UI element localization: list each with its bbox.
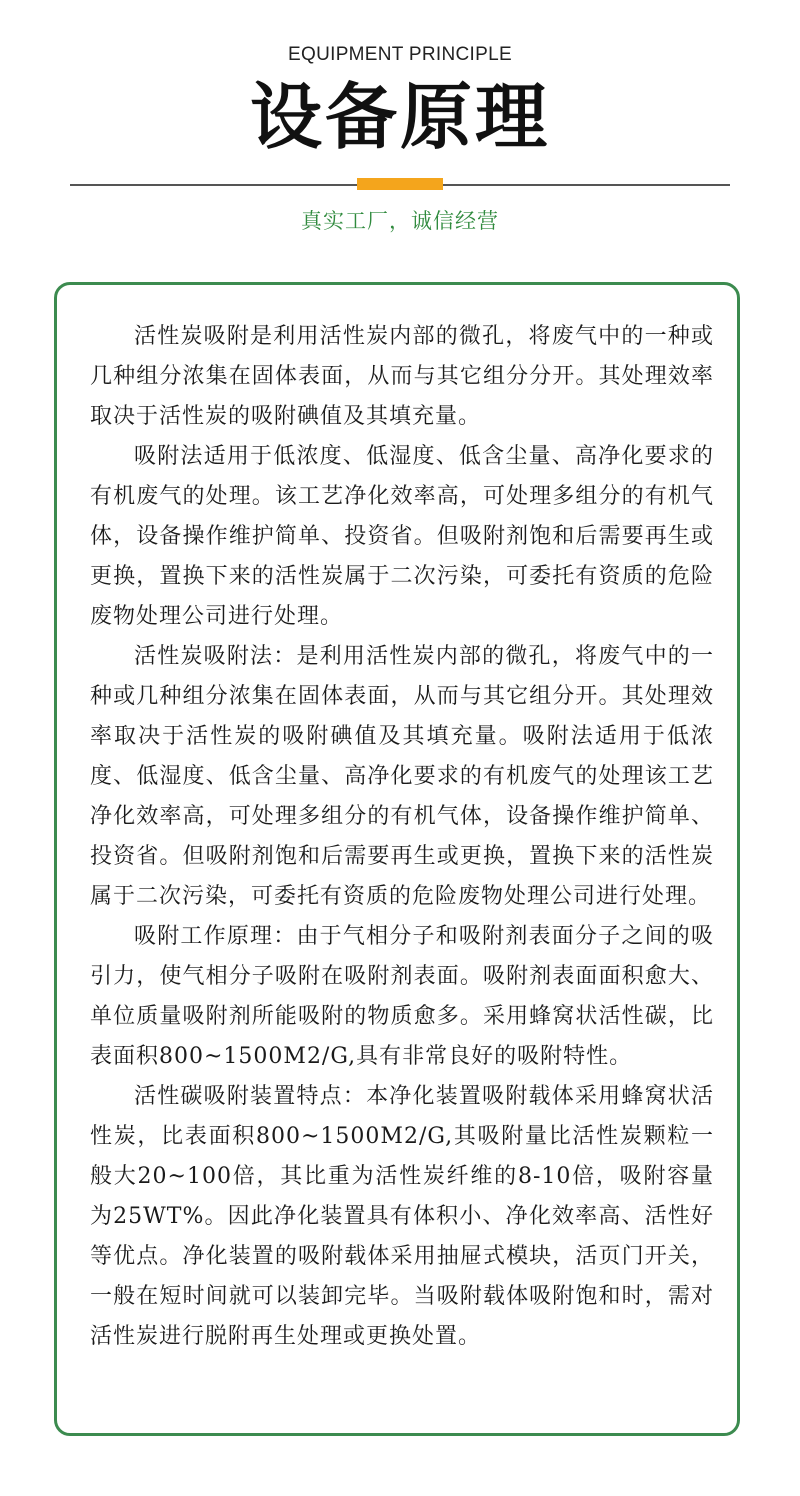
title-accent-bar [357, 178, 443, 190]
section-eyebrow: EQUIPMENT PRINCIPLE [288, 44, 512, 65]
paragraph-device-features: 活性碳吸附装置特点：本净化装置吸附载体采用蜂窝状活性炭，比表面积800~1500M2/G,其吸附量比活性炭颗粒一般大20~100倍，其比重为活性炭纤维的8-10倍，吸附容量为25WT%。因此净化装置具有体积小、净化效率高、活性好等优点。净化装置的吸附载体采用抽屉式模块，活页门开关，一般在短时间就可以装卸完毕。当吸附载体吸附饱和时，需对活性炭进行脱附再生处理或更换处置。 [90, 1084, 714, 1349]
page-title: 设备原理 [249, 75, 550, 159]
paragraph-adsorption-intro: 活性炭吸附是利用活性炭内部的微孔，将废气中的一种或几种组分浓集在固体表面，从而与其它组分分开。其处理效率取决于活性炭的吸附碘值及其填充量。 [90, 324, 714, 429]
paragraph-working-principle: 吸附工作原理：由于气相分子和吸附剂表面分子之间的吸引力，使气相分子吸附在吸附剂表面。吸附剂表面面积愈大、单位质量吸附剂所能吸附的物质愈多。采用蜂窝状活性碳，比表面积800~1500M2/G,具有非常良好的吸附特性。 [90, 924, 714, 1069]
paragraph-activated-carbon-method: 活性炭吸附法：是利用活性炭内部的微孔，将废气中的一种或几种组分浓集在固体表面，从而与其它组分开。其处理效率取决于活性炭的吸附碘值及其填充量。吸附法适用于低浓度、低湿度、低含尘量、高净化要求的有机废气的处理该工艺净化效率高，可处理多组分的有机气体，设备操作维护简单、投资省。但吸附剂饱和后需要再生或更换，置换下来的活性炭属于二次污染，可委托有资质的危险废物处理公司进行处理。 [90, 644, 714, 909]
slogan: 真实工厂，诚信经营 [301, 209, 499, 233]
paragraph-applicability: 吸附法适用于低浓度、低湿度、低含尘量、高净化要求的有机废气的处理。该工艺净化效率高，可处理多组分的有机气体，设备操作维护简单、投资省。但吸附剂饱和后需要再生或更换，置换下来的活性炭属于二次污染，可委托有资质的危险废物处理公司进行处理。 [90, 444, 714, 629]
content-body [90, 317, 714, 1357]
